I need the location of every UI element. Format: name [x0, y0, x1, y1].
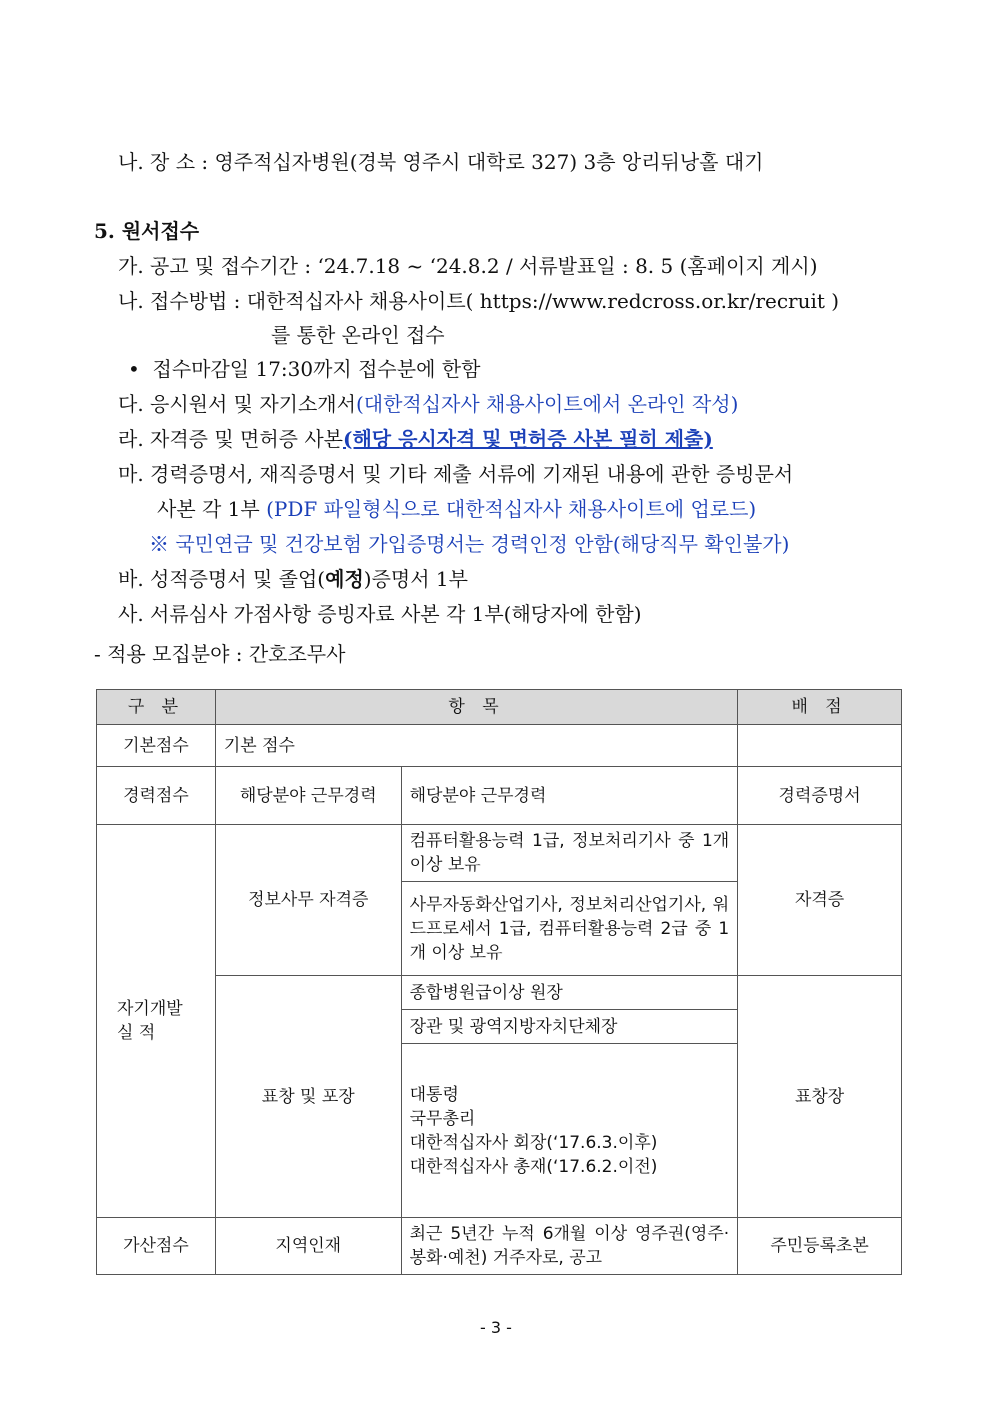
license-note: (해당 응시자격 및 면허증 사본 필히 제출): [343, 427, 713, 451]
info-item-2: 사무자동화산업기사, 정보처리산업기사, 워드프로세서 1급, 컴퓨터활용능력 2급 중 1개 이상 보유: [401, 882, 738, 976]
info-item-1: 컴퓨터활용능력 1급, 정보처리기사 중 1개 이상 보유: [401, 825, 738, 882]
table-header-row: [97, 690, 902, 725]
award-item-1: 종합병원급이상 원장: [401, 976, 738, 1010]
grade-bold: 예정: [325, 567, 364, 591]
info-score: 자격증: [738, 825, 902, 976]
info-sub: 정보사무 자격증: [215, 825, 401, 976]
deadline-bullet: [128, 355, 480, 383]
bonus-item: 최근 5년간 누적 6개월 이상 영주권(영주·봉화·예천) 거주자로, 공고: [401, 1218, 738, 1275]
table-row: [97, 976, 902, 1010]
career-category: 경력점수: [97, 767, 216, 825]
grade-line: [118, 565, 468, 593]
header-item: 항 목: [215, 690, 737, 725]
bonus-sub: 지역인재: [215, 1218, 401, 1275]
application-line: [118, 390, 738, 418]
career-doc-note: (PDF 파일형식으로 대한적십자사 채용사이트에 업로드): [266, 497, 757, 521]
career-score: 경력증명서: [738, 767, 902, 825]
career-sub: 해당분야 근무경력: [215, 767, 401, 825]
award-score: 표창장: [738, 976, 902, 1218]
field-line: - 적용 모집분야 : 간호조무사: [94, 642, 346, 666]
score-table: [96, 689, 902, 1275]
award-sub: 표창 및 포장: [215, 976, 401, 1218]
table-row: [97, 1218, 902, 1275]
career-doc-line-2: [157, 495, 756, 523]
bonus-doc-line: 사. 서류심사 가점사항 증빙자료 사본 각 1부(해당자에 한함): [118, 602, 642, 626]
application-note: (대한적십자사 채용사이트에서 온라인 작성): [355, 392, 739, 416]
place-line: 나. 장 소 : 영주적십자병원(경북 영주시 대학로 327) 3층 앙리뒤낭홀 대기: [118, 150, 764, 174]
period-line: 가. 공고 및 접수기간 : ‘24.7.18 ~ ‘24.8.2 / 서류발표일 : 8. 5 (홈페이지 게시): [118, 254, 818, 278]
career-item: 해당분야 근무경력: [401, 767, 738, 825]
career-doc-line-1: 마. 경력증명서, 재직증명서 및 기타 제출 서류에 기재된 내용에 관한 증빙문서: [118, 462, 794, 486]
career-doc-prefix: 사본 각 1부: [157, 497, 267, 521]
page-number: - 3 -: [480, 1318, 512, 1337]
header-category: 구 분: [97, 690, 216, 725]
grade-suffix: )증명서 1부: [363, 567, 468, 591]
application-prefix: 다. 응시원서 및 자기소개서: [118, 392, 356, 416]
basic-item: 기본 점수: [215, 725, 737, 767]
award-item-3: 대통령 국무총리 대한적십자사 회장(‘17.6.3.이후) 대한적십자사 총재(‘17.6.2.이전): [401, 1044, 738, 1218]
section-5-title: 5. 원서접수: [94, 219, 200, 243]
table-row: [97, 825, 902, 882]
table-row: [97, 725, 902, 767]
bonus-score: 주민등록초본: [738, 1218, 902, 1275]
license-prefix: 라. 자격증 및 면허증 사본: [118, 427, 343, 451]
award-item-2: 장관 및 광역지방자치단체장: [401, 1010, 738, 1044]
method-line-1: 나. 접수방법 : 대한적십자사 채용사이트( https://www.redcross.or.kr/recruit ): [118, 289, 840, 313]
table-row: [97, 767, 902, 825]
header-score: 배 점: [738, 690, 902, 725]
deadline-text: 접수마감일 17:30까지 접수분에 한함: [152, 357, 481, 381]
bonus-category: 가산점수: [97, 1218, 216, 1275]
grade-prefix: 바. 성적증명서 및 졸업(: [118, 567, 326, 591]
selfdev-category: 자기개발 실 적: [97, 825, 216, 1218]
basic-category: 기본점수: [97, 725, 216, 767]
bullet-icon: •: [128, 357, 140, 381]
pension-note: ※ 국민연금 및 건강보험 가입증명서는 경력인정 안함(해당직무 확인불가): [149, 532, 790, 556]
license-line: [118, 425, 713, 453]
method-line-2: 를 통한 온라인 접수: [271, 323, 445, 347]
basic-score: [738, 725, 902, 767]
